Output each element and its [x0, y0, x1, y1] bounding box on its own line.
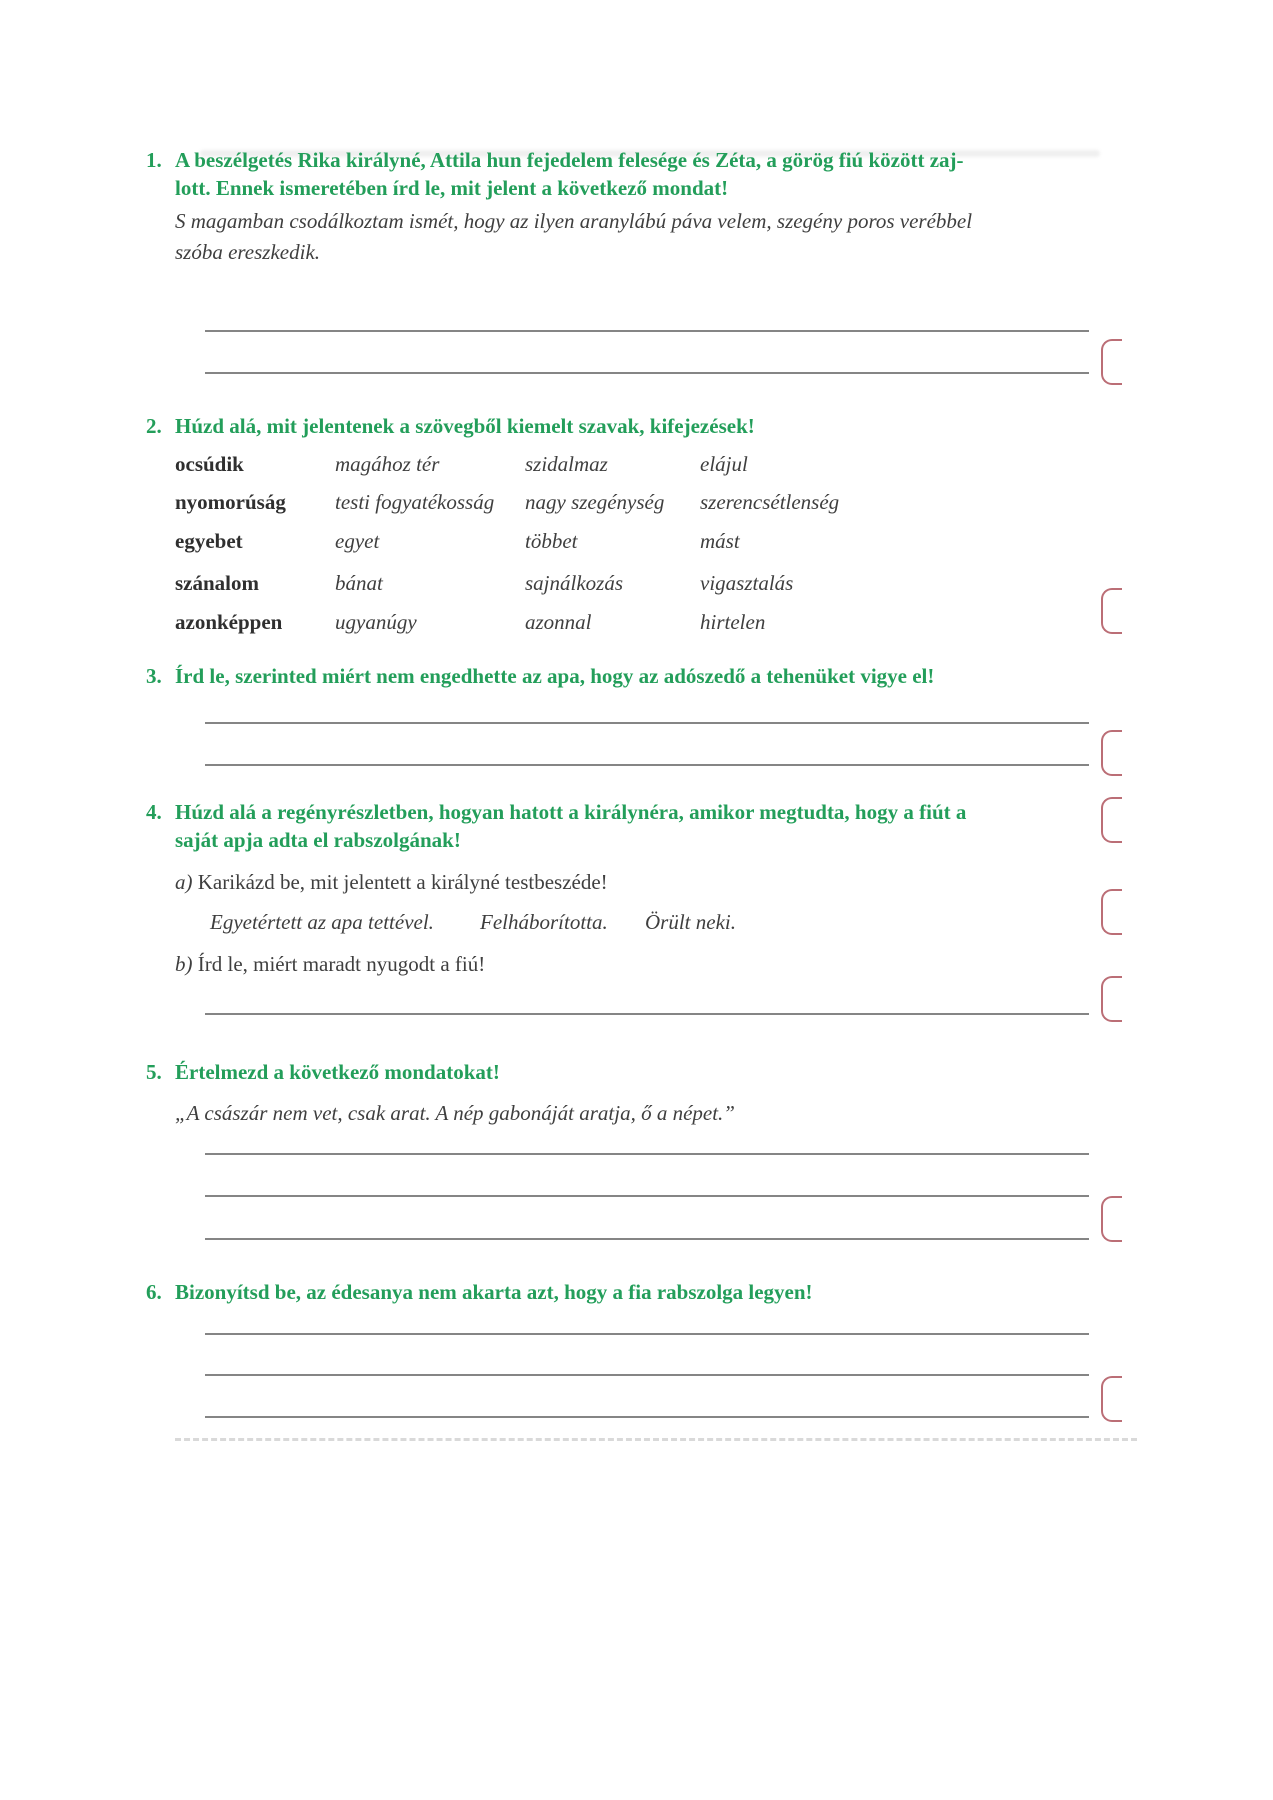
word-table-row — [175, 610, 1105, 636]
red-bracket-icon — [1101, 889, 1122, 935]
question-3-number: 3. — [146, 664, 162, 688]
word-option: azonnal — [525, 610, 592, 634]
red-bracket-icon — [1101, 976, 1122, 1022]
question-4b-text: Írd le, miért maradt nyugodt a fiú! — [197, 952, 486, 976]
question-2-heading: Húzd alá, mit jelentenek a szövegből kiemelt szavak, kifejezések! — [175, 414, 755, 438]
red-bracket-icon — [1101, 588, 1122, 634]
word-option: hirtelen — [700, 610, 766, 634]
word-option: testi fogyatékosság — [335, 490, 495, 514]
question-4-number: 4. — [146, 800, 162, 824]
answer-line — [205, 1238, 1089, 1240]
word-option: elájul — [700, 452, 748, 476]
answer-line — [205, 330, 1089, 332]
answer-line — [205, 1153, 1089, 1155]
word-table-row — [175, 490, 1105, 516]
red-bracket-icon — [1101, 730, 1122, 776]
word-table-row — [175, 571, 1105, 597]
answer-line — [205, 722, 1089, 724]
word-table-row — [175, 452, 1105, 478]
question-1-quote-line-2: szóba ereszkedik. — [175, 240, 321, 264]
word-option: mást — [700, 529, 740, 553]
circle-option: Felháborította. — [480, 910, 608, 934]
red-bracket-icon — [1101, 797, 1122, 843]
word-option: nagy szegénység — [525, 490, 665, 514]
question-1-quote-line-1: S magamban csodálkoztam ismét, hogy az ilyen aranylábú páva velem, szegény poros verébbel — [175, 209, 973, 233]
question-4b-label: b) — [175, 952, 193, 976]
word-option: többet — [525, 529, 578, 553]
question-4-heading-line-2: saját apja adta el rabszolgának! — [175, 828, 461, 852]
question-4-heading — [175, 798, 1110, 854]
question-3-heading: Írd le, szerinted miért nem engedhette az apa, hogy az adószedő a tehenüket vigye el! — [175, 664, 935, 688]
question-5-number: 5. — [146, 1060, 162, 1084]
question-1-excerpt-quote — [175, 206, 1115, 268]
circle-option: Örült neki. — [645, 910, 736, 934]
word-option: szerencsétlenség — [700, 490, 840, 514]
word-term: nyomorúság — [175, 490, 286, 514]
question-4-heading-line-1: Húzd alá a regényrészletben, hogyan hatott a királynéra, amikor megtudta, hogy a fiút a — [175, 800, 967, 824]
word-option: ugyanúgy — [335, 610, 417, 634]
word-option: vigasztalás — [700, 571, 794, 595]
answer-line — [205, 1013, 1089, 1015]
question-4a-text: Karikázd be, mit jelentett a királyné testbeszéde! — [197, 870, 608, 894]
question-1-heading — [175, 146, 1110, 202]
word-term: ocsúdik — [175, 452, 244, 476]
word-term: szánalom — [175, 571, 259, 595]
question-6-number: 6. — [146, 1280, 162, 1304]
word-term: egyebet — [175, 529, 243, 553]
answer-line — [205, 1416, 1089, 1418]
scan-dashed-line-artifact — [175, 1438, 1137, 1441]
question-6-heading: Bizonyítsd be, az édesanya nem akarta azt, hogy a fia rabszolga legyen! — [175, 1280, 813, 1304]
answer-line — [205, 1333, 1089, 1335]
question-4a-label: a) — [175, 870, 193, 894]
question-4a-prompt — [175, 868, 608, 896]
question-4a-options — [175, 910, 1105, 938]
question-2-number: 2. — [146, 414, 162, 438]
answer-line — [205, 1195, 1089, 1197]
word-option: egyet — [335, 529, 380, 553]
word-option: bánat — [335, 571, 383, 595]
answer-line — [205, 764, 1089, 766]
answer-line — [205, 1374, 1089, 1376]
word-table-row — [175, 529, 1105, 555]
question-1-heading-line-2: lott. Ennek ismeretében írd le, mit jelent a következő mondat! — [175, 176, 729, 200]
red-bracket-icon — [1101, 1376, 1122, 1422]
word-term: azonképpen — [175, 610, 283, 634]
word-option: szidalmaz — [525, 452, 608, 476]
question-5-heading: Értelmezd a következő mondatokat! — [175, 1060, 500, 1084]
circle-option: Egyetértett az apa tettével. — [210, 910, 434, 934]
question-1-heading-line-1: A beszélgetés Rika királyné, Attila hun fejedelem felesége és Zéta, a görög fiú között zaj- — [175, 148, 964, 172]
answer-line — [205, 372, 1089, 374]
question-5-quote: „A császár nem vet, csak arat. A nép gabonáját aratja, ő a népet.” — [175, 1101, 735, 1125]
red-bracket-icon — [1101, 1196, 1122, 1242]
red-bracket-icon — [1101, 339, 1122, 385]
question-1-number: 1. — [146, 148, 162, 172]
word-option: magához tér — [335, 452, 440, 476]
word-option: sajnálkozás — [525, 571, 624, 595]
question-4b-prompt — [175, 950, 485, 978]
